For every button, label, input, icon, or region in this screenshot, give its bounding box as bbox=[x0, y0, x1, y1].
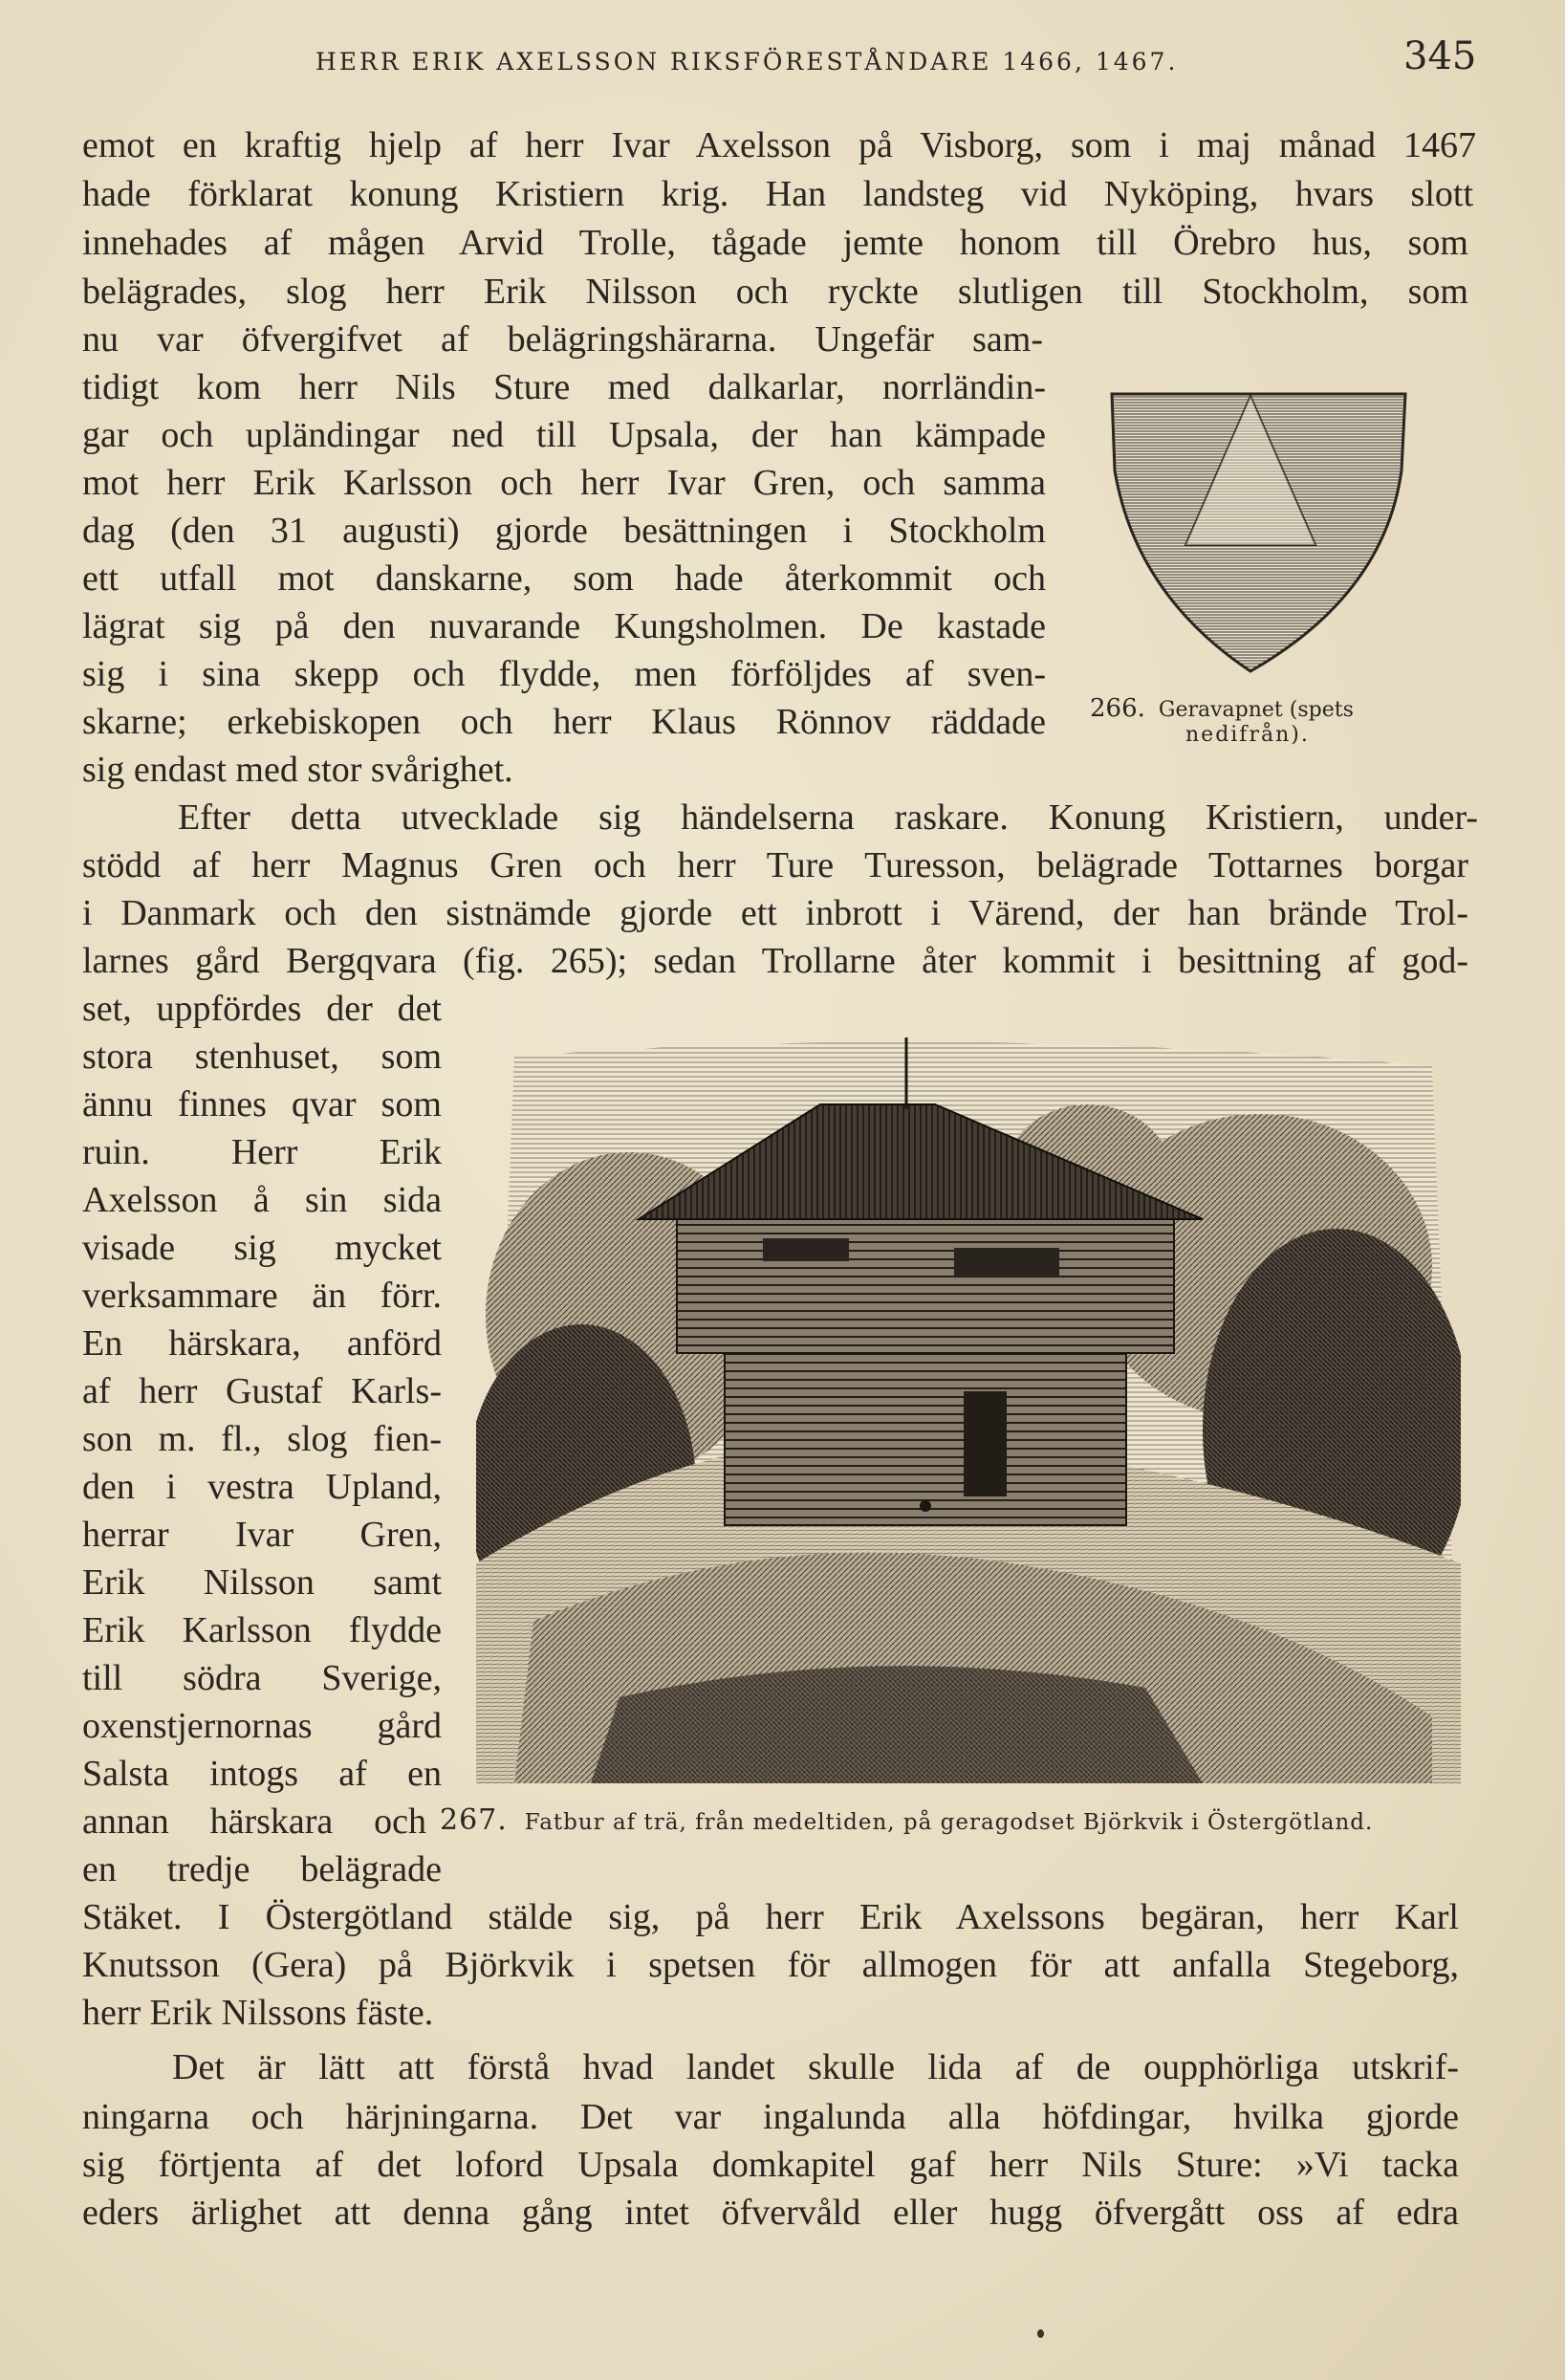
storehouse-engraving-figure-267 bbox=[476, 1028, 1461, 1783]
text-line: skarne; erkebiskopen och herr Klaus Rönnov räddade bbox=[82, 702, 1046, 742]
text-line: En härskara, anförd bbox=[82, 1323, 442, 1364]
text-line: den i vestra Upland, bbox=[82, 1467, 442, 1507]
figure-266-caption-line1: Geravapnet (spets bbox=[1158, 698, 1354, 722]
text-line: Efter detta utvecklade sig händelserna raskare. Konung Kristiern, under- bbox=[178, 797, 1478, 838]
figure-267-caption bbox=[440, 1803, 1373, 1837]
text-line: eders ärlighet att denna gång intet öfvervåld eller hugg öfvergått oss af edra bbox=[82, 2193, 1459, 2233]
text-line: gar och upländingar ned till Upsala, der han kämpade bbox=[82, 415, 1046, 455]
text-line: herr Erik Nilssons fäste. bbox=[82, 1993, 434, 2033]
running-header: HERR ERIK AXELSSON RIKSFÖRESTÅNDARE 1466, 1467. bbox=[315, 48, 1179, 76]
text-line: ännu finnes qvar som bbox=[82, 1084, 442, 1124]
text-line: Erik Karlsson flydde bbox=[82, 1610, 442, 1650]
text-line: lägrat sig på den nuvarande Kungsholmen. De kastade bbox=[82, 606, 1046, 646]
text-line: Knutsson (Gera) på Björkvik i spetsen för allmogen för att anfalla Stegeborg, bbox=[82, 1945, 1459, 1985]
text-line: annan härskara och bbox=[82, 1801, 426, 1842]
text-line: verksammare än förr. bbox=[82, 1276, 442, 1316]
page-number: 345 bbox=[1403, 34, 1477, 78]
text-line: till södra Sverige, bbox=[82, 1658, 442, 1698]
figure-266-number: 266. bbox=[1090, 694, 1145, 723]
text-line: son m. fl., slog fien- bbox=[82, 1419, 442, 1459]
text-line: stödd af herr Magnus Gren och herr Ture Turesson, belägrade Tottarnes borgar bbox=[82, 845, 1468, 885]
text-line: visade sig mycket bbox=[82, 1228, 442, 1268]
text-line: en tredje belägrade bbox=[82, 1849, 442, 1889]
figure-266-caption-line2: nedifrån). bbox=[1185, 723, 1310, 747]
text-line: larnes gård Bergqvara (fig. 265); sedan Trollarne åter kommit i besittning af god- bbox=[82, 941, 1468, 981]
text-line: Det är lätt att förstå hvad landet skulle lida af de oupphörliga utskrif- bbox=[172, 2047, 1459, 2087]
text-line: set, uppfördes der det bbox=[82, 989, 442, 1029]
text-line: ruin. Herr Erik bbox=[82, 1132, 442, 1172]
text-line: tidigt kom herr Nils Sture med dalkarlar, norrländin- bbox=[82, 367, 1046, 407]
text-line: nu var öfvergifvet af belägringshärarna. Ungefär sam- bbox=[82, 319, 1043, 360]
text-line: mot herr Erik Karlsson och herr Ivar Gren, och samma bbox=[82, 463, 1046, 503]
text-line: i Danmark och den sistnämde gjorde ett inbrott i Värend, der han brände Trol- bbox=[82, 893, 1468, 933]
text-line: Stäket. I Östergötland stälde sig, på herr Erik Axelssons begäran, herr Karl bbox=[82, 1897, 1459, 1937]
text-line: ett utfall mot danskarne, som hade återkommit och bbox=[82, 558, 1046, 599]
text-line: belägrades, slog herr Erik Nilsson och ryckte slutligen till Stockholm, som bbox=[82, 272, 1468, 312]
figure-267-number: 267. bbox=[440, 1803, 508, 1837]
text-line: emot en kraftig hjelp af herr Ivar Axelsson på Visborg, som i maj månad 1467 bbox=[82, 125, 1476, 165]
text-line: dag (den 31 augusti) gjorde besättningen i Stockholm bbox=[82, 511, 1046, 551]
text-line: ningarna och härjningarna. Det var ingalunda alla höfdingar, hvilka gjorde bbox=[82, 2097, 1459, 2137]
text-line: hade förklarat konung Kristiern krig. Han landsteg vid Nyköping, hvars slott bbox=[82, 174, 1473, 214]
text-line: Salsta intogs af en bbox=[82, 1754, 442, 1794]
figure-266-caption bbox=[1090, 696, 1434, 748]
text-line: sig förtjenta af det loford Upsala domkapitel gaf herr Nils Sture: »Vi tacka bbox=[82, 2145, 1459, 2185]
text-line: sig endast med stor svårighet. bbox=[82, 750, 513, 790]
text-line: af herr Gustaf Karls- bbox=[82, 1371, 442, 1411]
coat-of-arms-figure-266 bbox=[1098, 384, 1419, 700]
text-line: innehades af mågen Arvid Trolle, tågade jemte honom till Örebro hus, som bbox=[82, 223, 1468, 263]
text-line: Axelsson å sin sida bbox=[82, 1180, 442, 1220]
figure-267-caption-text: Fatbur af trä, från medeltiden, på geragodset Björkvik i Östergötland. bbox=[524, 1810, 1374, 1835]
ink-speck bbox=[1037, 2329, 1044, 2338]
text-line: oxenstjernornas gård bbox=[82, 1706, 442, 1746]
text-line: Erik Nilsson samt bbox=[82, 1562, 442, 1603]
text-line: stora stenhuset, som bbox=[82, 1037, 442, 1077]
text-line: herrar Ivar Gren, bbox=[82, 1515, 442, 1555]
text-line: sig i sina skepp och flydde, men förföljdes af sven- bbox=[82, 654, 1046, 694]
